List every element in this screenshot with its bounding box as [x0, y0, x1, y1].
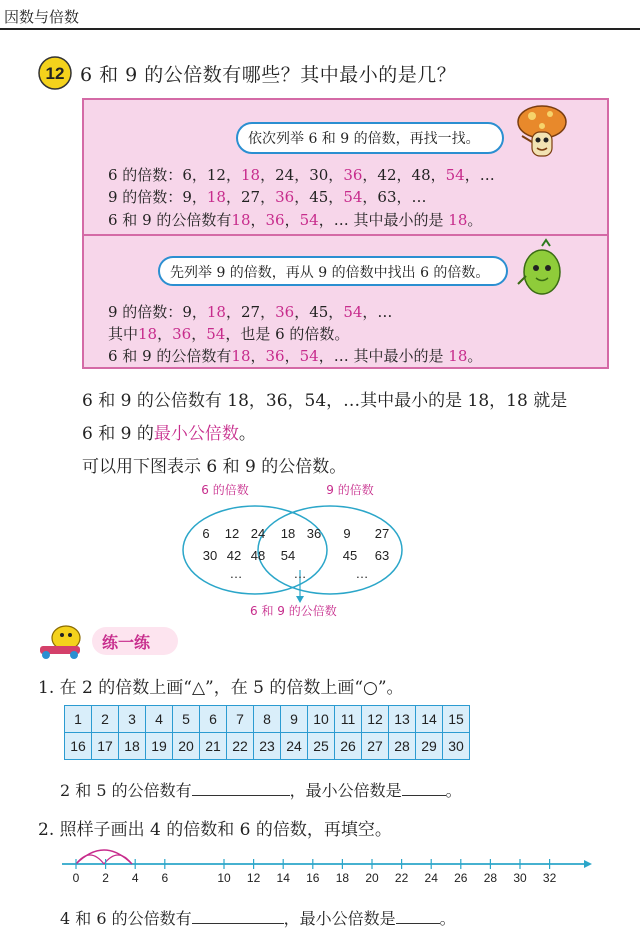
- multiple-value: 12: [206, 166, 226, 184]
- grid-cell[interactable]: 4: [146, 706, 173, 733]
- line-prefix: 其中: [108, 325, 139, 343]
- lcm-term: 最小公倍数: [153, 424, 239, 444]
- venn-left-label: 6 的倍数: [201, 483, 249, 497]
- multiple-value: 18: [206, 303, 226, 321]
- venn-left-number: 30: [202, 548, 218, 563]
- separator: ，: [191, 325, 207, 343]
- separator: ，: [260, 166, 276, 184]
- separator: ，: [225, 325, 241, 343]
- venn-left-number: 6: [202, 526, 210, 541]
- multiple-value: 18: [138, 325, 158, 343]
- practice-tag: [92, 627, 178, 655]
- venn-common-number: 18: [280, 526, 296, 541]
- header-rule: [0, 28, 640, 30]
- line-prefix: 6 的倍数：: [108, 166, 183, 184]
- multiple-value: 6: [182, 166, 192, 184]
- mushroom-character-icon: [512, 102, 572, 164]
- separator: ，: [225, 188, 241, 206]
- grid-row-2: [65, 733, 470, 760]
- multiple-value: 48: [411, 166, 431, 184]
- line-prefix: 9 的倍数：: [108, 188, 183, 206]
- separator: ，: [260, 188, 276, 206]
- grid-cell[interactable]: 17: [92, 733, 119, 760]
- grid-cell[interactable]: 26: [335, 733, 362, 760]
- number-line-tick-label: 32: [542, 871, 557, 885]
- separator: ，: [362, 188, 378, 206]
- venn-right-number: 45: [342, 548, 358, 563]
- separator: ，: [294, 188, 310, 206]
- multiple-value: 18: [206, 188, 226, 206]
- multiple-value: 54: [343, 188, 363, 206]
- multiple-value: 18: [231, 347, 251, 365]
- grid-row-1: [65, 706, 470, 733]
- grid-cell[interactable]: 14: [416, 706, 443, 733]
- grid-cell[interactable]: 28: [389, 733, 416, 760]
- q2-fill-mid: ，最小公倍数是: [283, 909, 396, 928]
- question-number-badge: [38, 56, 72, 90]
- method1-line3: [108, 209, 482, 230]
- venn-right-label: 9 的倍数: [326, 483, 374, 497]
- venn-left-number: 24: [250, 526, 266, 541]
- methods-divider: [82, 234, 609, 236]
- hint-bubble-1: 依次列举 6 和 9 的倍数，再找一找。: [236, 122, 504, 154]
- venn-bottom-label: 6 和 9 的公倍数: [250, 604, 337, 618]
- grid-cell[interactable]: 30: [443, 733, 470, 760]
- number-line: [58, 840, 598, 886]
- number-line-tick-label: 22: [394, 871, 409, 885]
- multiple-value: 18: [240, 166, 261, 184]
- method1-line1: [108, 164, 495, 185]
- lemon-cart-icon: [34, 622, 92, 660]
- venn-right-number: 63: [374, 548, 390, 563]
- least-common-multiple: 18: [443, 347, 468, 365]
- q2-lcm-blank[interactable]: [396, 907, 440, 924]
- separator: ，: [464, 166, 480, 184]
- line-end: 。: [467, 211, 483, 229]
- conclusion-line1: 6 和 9 的公倍数有 18，36，54，…其中最小的是 18，18 就是: [82, 391, 568, 411]
- separator: ，: [284, 211, 300, 229]
- line-prefix: 6 和 9 的公倍数有: [108, 347, 232, 365]
- grid-cell[interactable]: 27: [362, 733, 389, 760]
- grid-cell[interactable]: 13: [389, 706, 416, 733]
- number-line-tick-label: 26: [454, 871, 468, 885]
- number-line-tick-label: 20: [365, 871, 379, 885]
- separator: ，: [294, 166, 310, 184]
- separator: ，: [396, 166, 412, 184]
- separator: ，: [396, 188, 412, 206]
- venn-right-number: 9: [343, 526, 351, 541]
- grid-cell[interactable]: 20: [173, 733, 200, 760]
- separator: ，: [157, 325, 173, 343]
- venn-right-number: 27: [374, 526, 390, 541]
- grid-cell[interactable]: 11: [335, 706, 362, 733]
- separator: ，: [225, 166, 241, 184]
- line-suffix: …: [411, 188, 427, 206]
- grid-cell[interactable]: 10: [308, 706, 335, 733]
- multiple-value: 63: [377, 188, 397, 206]
- venn-diagram: [170, 478, 430, 618]
- multiple-value: 18: [231, 211, 251, 229]
- number-line-tick-label: 4: [131, 871, 139, 885]
- practice-q1-text: 1. 在 2 的倍数上画“△”，在 5 的倍数上画“○”。: [38, 678, 404, 698]
- grid-cell[interactable]: 15: [443, 706, 470, 733]
- number-line-tick-label: 28: [483, 871, 498, 885]
- number-line-tick-label: 14: [276, 871, 290, 885]
- multiple-value: 36: [172, 325, 192, 343]
- separator: ，: [191, 166, 207, 184]
- number-line-tick-label: 18: [335, 871, 350, 885]
- multiple-value: 54: [445, 166, 465, 184]
- least-common-multiple: 18: [443, 211, 468, 229]
- number-line-tick-label: 2: [102, 871, 109, 885]
- multiple-value: 36: [265, 211, 285, 229]
- number-line-tick-label: 6: [161, 871, 169, 885]
- separator: ，: [250, 211, 266, 229]
- grid-cell[interactable]: 24: [281, 733, 308, 760]
- number-grid: [64, 705, 470, 760]
- multiple-value: 36: [265, 347, 285, 365]
- q1-fill-end: 。: [445, 781, 462, 800]
- multiple-value: 36: [275, 188, 295, 206]
- multiple-value: 30: [309, 166, 329, 184]
- multiple-value: 9: [182, 188, 192, 206]
- separator: ，: [328, 303, 344, 321]
- number-line-tick-label: 10: [217, 871, 231, 885]
- multiple-value: 54: [299, 211, 319, 229]
- q1-lcm-blank[interactable]: [402, 779, 446, 796]
- separator: ，: [284, 347, 300, 365]
- grid-cell[interactable]: 23: [254, 733, 281, 760]
- separator: ，: [225, 303, 241, 321]
- multiple-value: 27: [240, 303, 261, 321]
- separator: ，: [362, 303, 378, 321]
- number-line-arrow: [584, 860, 592, 868]
- multiple-value: 54: [299, 347, 319, 365]
- hint-bubble-2: 先列举 9 的倍数，再从 9 的倍数中找出 6 的倍数。: [158, 256, 508, 286]
- conclusion-line3: 可以用下图表示 6 和 9 的公倍数。: [82, 457, 347, 477]
- practice-q1-fill: [60, 778, 462, 801]
- line-suffix: …: [479, 166, 495, 184]
- number-line-tick-label: 24: [424, 871, 438, 885]
- method2-line2: [108, 323, 349, 344]
- grid-cell[interactable]: 7: [227, 706, 254, 733]
- grid-cell[interactable]: 18: [119, 733, 146, 760]
- separator: ，: [430, 166, 446, 184]
- number-line-tick-label: 12: [246, 871, 261, 885]
- grid-cell[interactable]: 25: [308, 733, 335, 760]
- q2-fill-end: 。: [439, 909, 456, 928]
- q2-fill-prefix: 4 和 6 的公倍数有: [60, 909, 192, 928]
- grid-cell[interactable]: 19: [146, 733, 173, 760]
- line-prefix: 9 的倍数：: [108, 303, 183, 321]
- multiple-value: 27: [240, 188, 261, 206]
- venn-left-number: …: [229, 566, 243, 581]
- method2-line1: [108, 301, 392, 322]
- grid-cell[interactable]: 8: [254, 706, 281, 733]
- multiple-value: 36: [275, 303, 295, 321]
- grid-cell[interactable]: 16: [65, 733, 92, 760]
- separator: ，: [191, 303, 207, 321]
- venn-common-number: …: [293, 566, 307, 581]
- pepper-character-icon: [512, 238, 572, 300]
- multiple-value: 36: [343, 166, 363, 184]
- separator: ，: [260, 303, 276, 321]
- venn-right-number: …: [355, 566, 369, 581]
- separator: ，: [191, 188, 207, 206]
- venn-left-number: 48: [250, 548, 266, 563]
- grid-cell[interactable]: 5: [173, 706, 200, 733]
- q1-fill-mid: ，最小公倍数是: [289, 781, 402, 800]
- conclusion-line2-end: 。: [238, 424, 256, 444]
- number-line-tick-label: 0: [72, 871, 80, 885]
- page-header: [0, 0, 640, 30]
- separator: ，: [362, 166, 378, 184]
- line-suffix: 也是 6 的倍数。: [240, 325, 350, 343]
- line-mid: … 其中最小的是: [333, 211, 444, 229]
- grid-cell[interactable]: 22: [227, 733, 254, 760]
- multiple-value: 24: [275, 166, 295, 184]
- separator: ，: [318, 211, 334, 229]
- line-suffix: …: [377, 303, 393, 321]
- multiple-value: 45: [309, 303, 329, 321]
- practice-title: 练一练: [102, 633, 151, 652]
- method1-line2: [108, 186, 427, 207]
- number-line-tick-label: 16: [306, 871, 320, 885]
- grid-cell[interactable]: 3: [119, 706, 146, 733]
- line-prefix: 6 和 9 的公倍数有: [108, 211, 232, 229]
- line-mid: … 其中最小的是: [333, 347, 444, 365]
- method2-line3: [108, 345, 482, 366]
- q2-common-multiples-blank[interactable]: [192, 907, 284, 924]
- q1-common-multiples-blank[interactable]: [192, 779, 290, 796]
- separator: ，: [250, 347, 266, 365]
- grid-cell[interactable]: 12: [362, 706, 389, 733]
- separator: ，: [328, 188, 344, 206]
- grid-cell[interactable]: 21: [200, 733, 227, 760]
- multiple-value: 54: [343, 303, 363, 321]
- question-text: 6 和 9 的公倍数有哪些？其中最小的是几？: [80, 64, 457, 86]
- example-jump-arc-2b: [104, 855, 132, 864]
- practice-q2-fill: [60, 906, 456, 929]
- separator: ，: [294, 303, 310, 321]
- grid-cell[interactable]: 29: [416, 733, 443, 760]
- conclusion-line2: [82, 419, 256, 444]
- venn-left-number: 42: [226, 548, 242, 563]
- multiple-value: 9: [182, 303, 192, 321]
- number-line-tick-label: 30: [513, 871, 527, 885]
- chapter-title: 因数与倍数: [4, 8, 80, 26]
- conclusion-line2-prefix: 6 和 9 的: [82, 424, 154, 444]
- example-jump-arc-2a: [76, 855, 104, 864]
- separator: ，: [328, 166, 344, 184]
- grid-cell[interactable]: 1: [65, 706, 92, 733]
- venn-left-number: 12: [224, 526, 240, 541]
- multiple-value: 42: [377, 166, 397, 184]
- venn-common-number: 36: [306, 526, 322, 541]
- grid-cell[interactable]: 2: [92, 706, 119, 733]
- grid-cell[interactable]: 6: [200, 706, 227, 733]
- venn-common-number: 54: [280, 548, 296, 563]
- line-end: 。: [467, 347, 483, 365]
- q1-fill-prefix: 2 和 5 的公倍数有: [60, 781, 192, 800]
- multiple-value: 54: [206, 325, 226, 343]
- question-number: 12: [45, 64, 65, 83]
- multiple-value: 45: [309, 188, 329, 206]
- separator: ，: [318, 347, 334, 365]
- grid-cell[interactable]: 9: [281, 706, 308, 733]
- practice-q2-text: 2. 照样子画出 4 的倍数和 6 的倍数，再填空。: [38, 820, 392, 840]
